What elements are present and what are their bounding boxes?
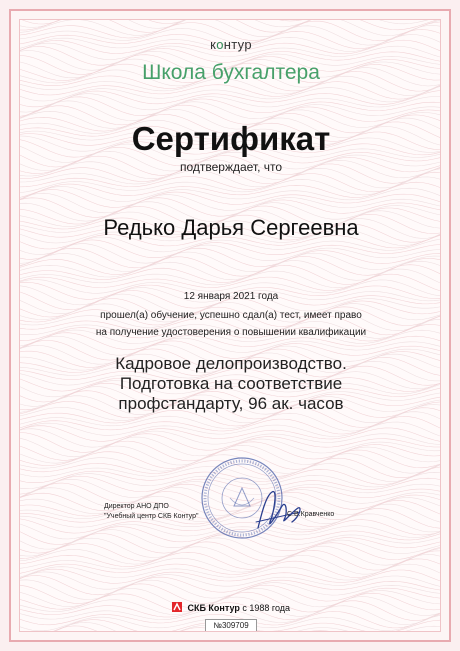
course-title-line: Кадровое делопроизводство. <box>115 354 347 373</box>
course-title <box>20 354 441 414</box>
completion-text-line-1: прошел(а) обучение, успешно сдал(а) тест, имеет право <box>100 310 362 321</box>
issue-date: 12 января 2021 года <box>183 291 279 302</box>
course-title-line: профстандарту, 96 ак. часов <box>118 394 344 413</box>
skb-kontur-logo-icon <box>172 602 182 612</box>
completion-text-line-2: на получение удостоверения о повышении квалификации <box>95 327 367 338</box>
recipient-name: Редько Дарья Сергеевна <box>103 215 359 240</box>
brand-name: СКБ Контур <box>187 603 240 613</box>
certificate-title: Сертификат <box>131 120 331 157</box>
footer-brand <box>20 602 441 613</box>
certificate-content <box>20 20 441 632</box>
kontur-logo: контур <box>210 37 252 52</box>
signer-name: С.В.Кравченко <box>287 511 335 518</box>
certificate-number: №309709 <box>205 619 257 632</box>
director-title: Директор АНО ДПО "Учебный центр СКБ Контур" <box>104 503 199 520</box>
course-title-line: Подготовка на соответствие <box>119 374 343 393</box>
certificate-subtitle: подтверждает, что <box>179 160 283 174</box>
handwritten-signature <box>252 482 306 538</box>
brand-since: с 1988 года <box>242 603 291 613</box>
school-name: Школа бухгалтера <box>142 61 320 84</box>
certificate-frame <box>19 19 441 632</box>
